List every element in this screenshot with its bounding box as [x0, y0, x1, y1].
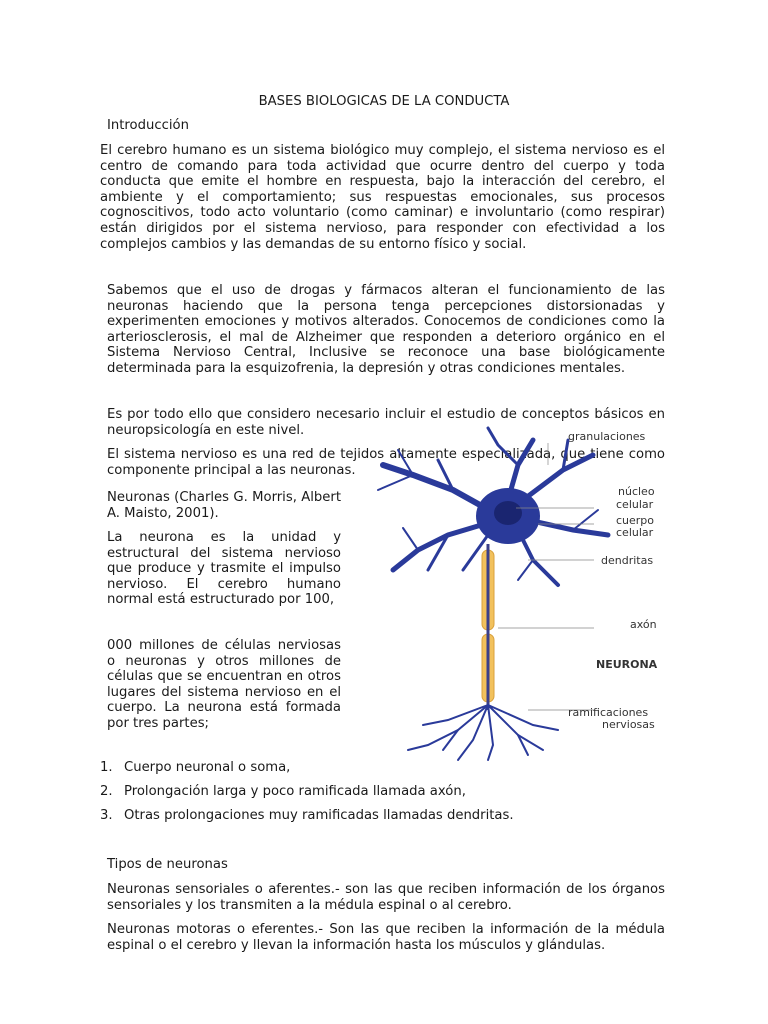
axon — [482, 544, 494, 710]
label-nucleo-2: celular — [616, 498, 654, 511]
intro-heading: Introducción — [107, 118, 189, 133]
paragraph-5: Neuronas (Charles G. Morris, Albert A. Maisto, 2001). — [107, 490, 341, 521]
paragraph-4: El sistema nervioso es una red de tejidos altamente especializada, que tiene como componente principal a las neuronas. — [107, 447, 665, 478]
label-cuerpo-2: celular — [616, 526, 654, 539]
list-item — [100, 808, 514, 832]
paragraph-2: Sabemos que el uso de drogas y fármacos alteran el funcionamiento de las neuronas haciendo que la persona tenga percepciones distorsionadas y experimenten emociones y motivos alterados. Conocemos de condiciones como la arteriosclerosis, el mal de Alzheimer que responden a deterioro orgánico en el Sistema Nervioso Central, Inclusive se reconoce una base biológicamente determinada para la esquizofrenia, la depresión y otras condiciones mentales. — [107, 283, 665, 376]
label-dendritas: dendritas — [601, 554, 654, 567]
label-axon: axón — [630, 618, 657, 631]
nucleus — [494, 501, 522, 525]
list-text: Cuerpo neuronal o soma, — [124, 760, 291, 775]
terminal-branches — [408, 705, 558, 760]
neuron-figure — [358, 420, 674, 765]
list-number: 1. — [100, 760, 113, 775]
label-cuerpo: cuerpo — [616, 514, 655, 527]
list-item — [100, 784, 514, 808]
label-granulaciones: granulaciones — [568, 430, 646, 443]
paragraph-6: La neurona es la unidad y estructural del sistema nervioso que produce y trasmite el impulso nervioso. El cerebro humano normal está estructurado por 100, — [107, 530, 341, 608]
document-title: BASES BIOLOGICAS DE LA CONDUCTA — [258, 94, 510, 109]
list-number: 2. — [100, 784, 113, 799]
list-text: Otras prolongaciones muy ramificadas llamadas dendritas. — [124, 808, 514, 823]
label-ramificaciones-2: nerviosas — [602, 718, 655, 731]
label-ramificaciones: ramificaciones — [568, 706, 649, 719]
paragraph-8: Neuronas sensoriales o aferentes.- son las que reciben información de los órganos sensoriales y los transmiten a la médula espinal o al cerebro. — [107, 882, 665, 913]
parts-list — [100, 760, 514, 832]
paragraph-9: Neuronas motoras o eferentes.- Son las que reciben la información de la médula espinal o el cerebro y llevan la información hasta los músculos y glándulas. — [107, 922, 665, 953]
label-nucleo: núcleo — [618, 485, 655, 498]
list-text: Prolongación larga y poco ramificada llamada axón, — [124, 784, 466, 799]
paragraph-7: 000 millones de células nerviosas o neuronas y otros millones de células que se encuentran en otros lugares del sistema nervioso en el cuerpo. La neurona está formada por tres partes; — [107, 638, 341, 731]
label-neurona: NEURONA — [596, 658, 658, 671]
list-number: 3. — [100, 808, 113, 823]
neuron-illustration — [358, 420, 674, 765]
paragraph-1: El cerebro humano es un sistema biológico muy complejo, el sistema nervioso es el centro de comando para toda actividad que ocurre dentro del cuerpo y toda conducta que emite el hombre en respuesta, bajo la interacción del cerebro, el ambiente y el comportamiento; sus respuestas emocionales, sus procesos cognoscitivos, todo acto voluntario (como caminar) e involuntario (como respirar) están dirigidos por el sistema nervioso, para responder con efectividad a los complejos cambios y las demandas de su entorno físico y social. — [100, 143, 665, 252]
paragraph-3: Es por todo ello que considero necesario incluir el estudio de conceptos básicos en neuropsicología en este nivel. — [107, 407, 665, 438]
tipos-heading: Tipos de neuronas — [107, 857, 228, 872]
